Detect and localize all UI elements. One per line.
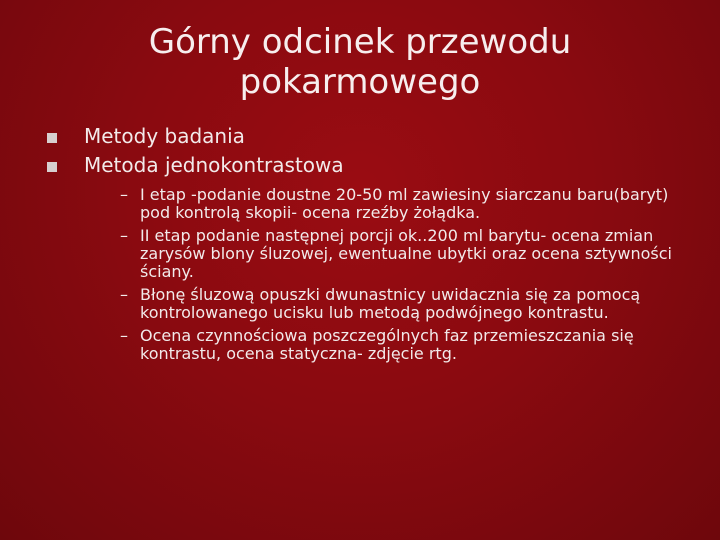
bullet-text: Metody badania [84,124,245,148]
dash-icon: – [120,326,128,345]
bullet-list [46,122,686,368]
bullet-item-metoda-jednokontrastowa [46,151,686,363]
bullet-text: Metoda jednokontrastowa [84,153,344,177]
bullet-item-metody-badania [46,122,686,151]
sub-bullet-list [84,186,686,363]
square-bullet-icon [47,133,57,143]
sub-bullet-item [122,286,686,322]
slide-title: Górny odcinek przewodu pokarmowego [148,22,572,102]
sub-bullet-item [122,227,686,281]
square-bullet-icon [47,162,57,172]
sub-bullet-item [122,327,686,363]
sub-bullet-text: II etap podanie następnej porcji ok..200 ml barytu- ocena zmian zarysów blony śluzowej, ewentualne ubytki oraz ocena sztywności ściany. [140,226,672,281]
dash-icon: – [120,226,128,245]
dash-icon: – [120,185,128,204]
dash-icon: – [120,285,128,304]
sub-bullet-text: Błonę śluzową opuszki dwunastnicy uwidacznia się za pomocą kontrolowanego ucisku lub metodą podwójnego kontrastu. [140,285,641,322]
sub-bullet-text: Ocena czynnościowa poszczególnych faz przemieszczania się kontrastu, ocena statyczna- zdjęcie rtg. [140,326,634,363]
sub-bullet-item [122,186,686,222]
sub-bullet-text: I etap -podanie doustne 20-50 ml zawiesiny siarczanu baru(baryt) pod kontrolą skopii- ocena rzeźby żołądka. [140,185,669,222]
